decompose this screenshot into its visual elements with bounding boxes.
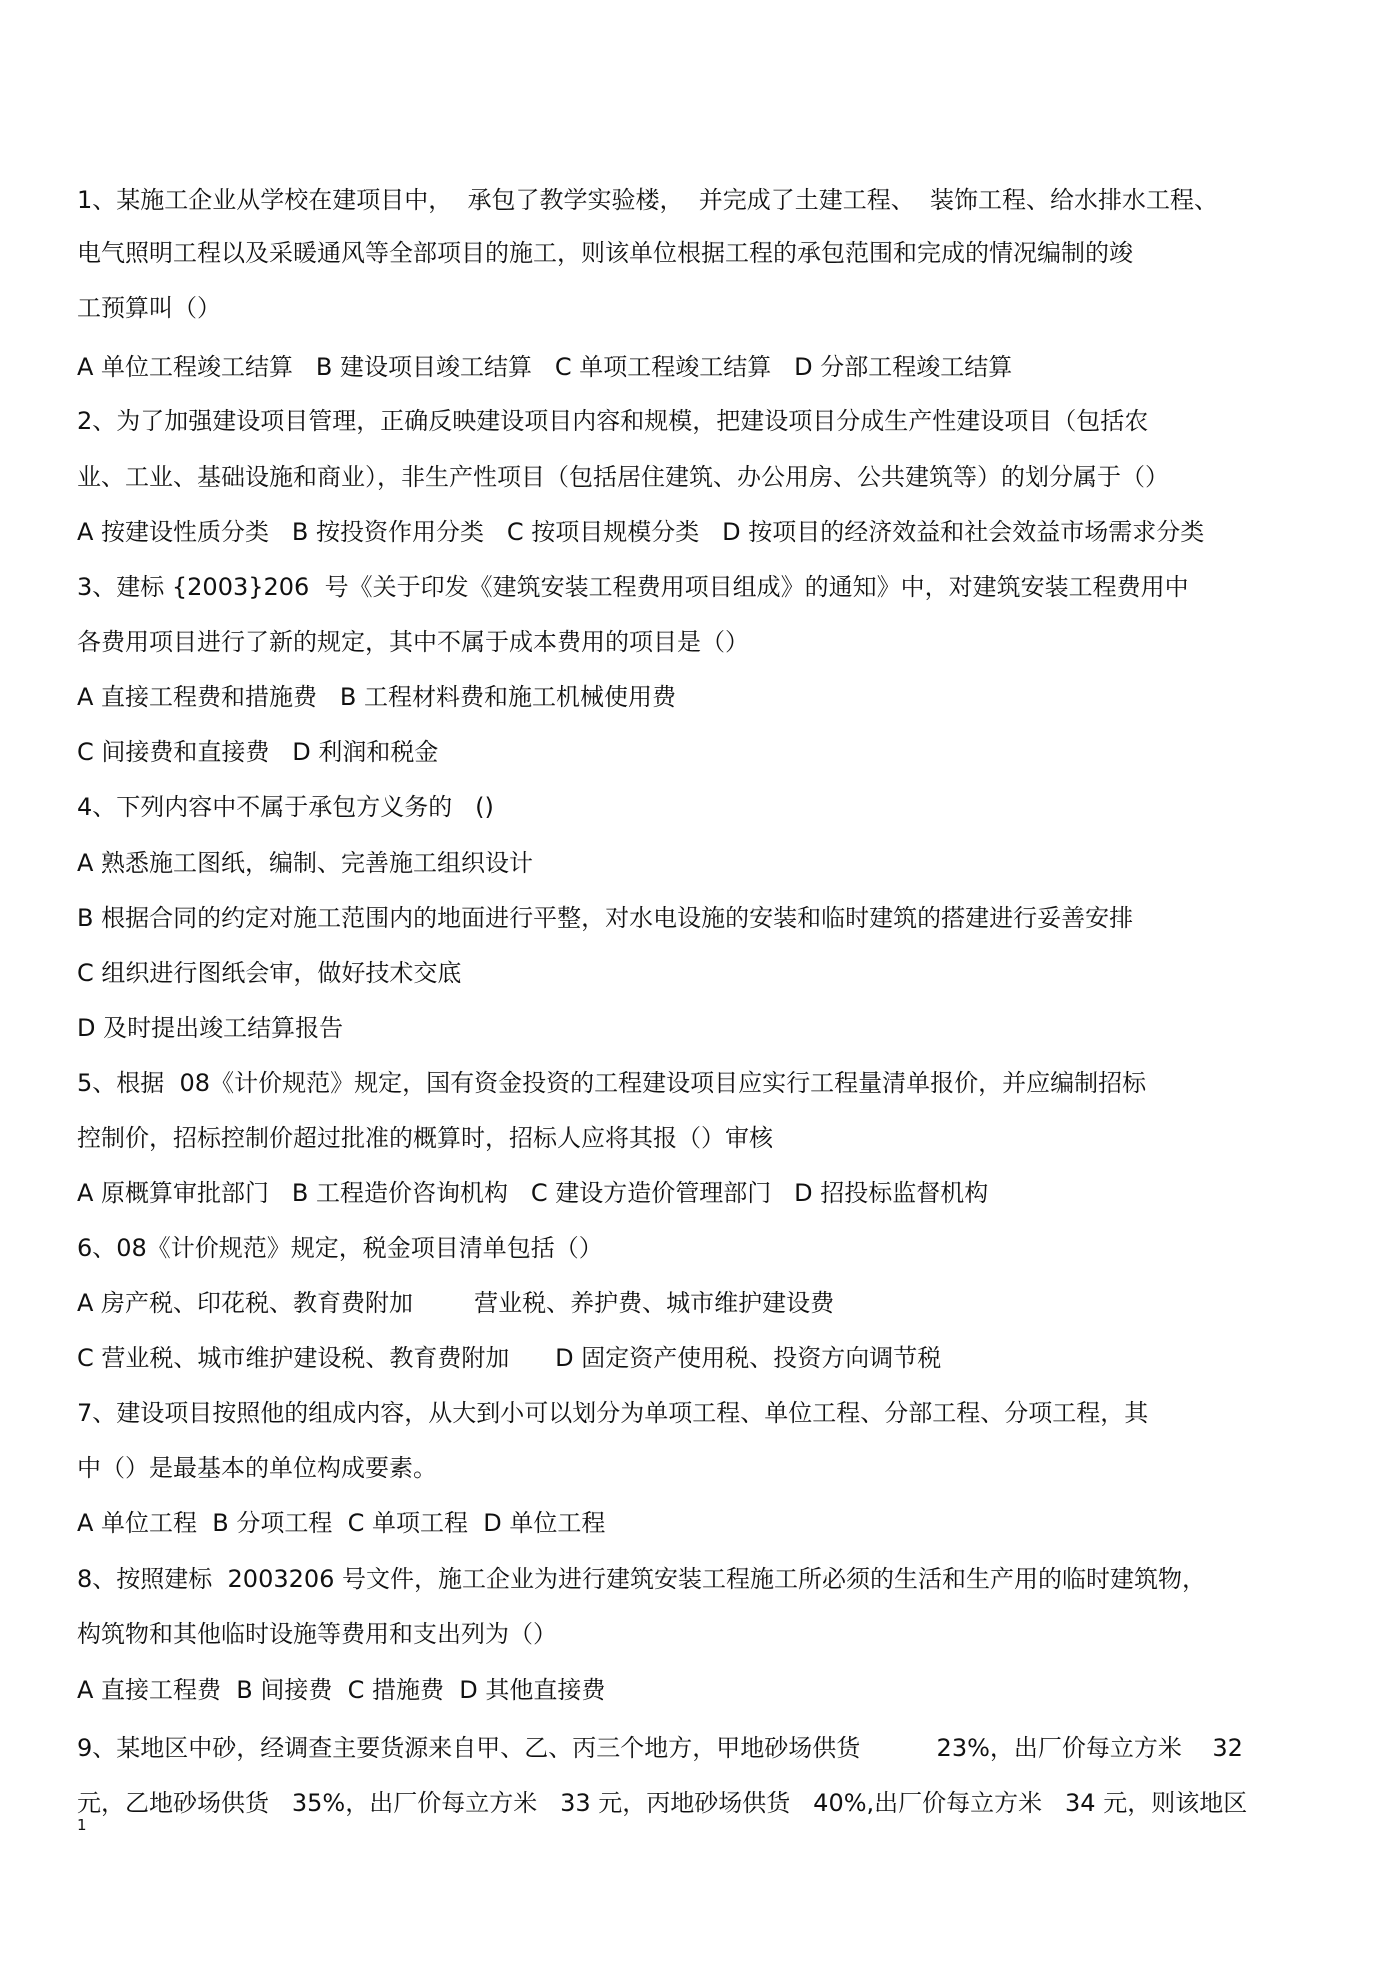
text-line: A 单位工程 B 分项工程 C 单项工程 D 单位工程 [77,1509,606,1537]
text-line: 3、建标 {2003}206 号《关于印发《建筑安装工程费用项目组成》的通知》中，对建筑安装工程费用中 [77,573,1189,601]
text-line: A 房产税、印花税、教育费附加 营业税、养护费、城市维护建设费 [77,1289,835,1317]
text-line: 6、08《计价规范》规定，税金项目清单包括（） [77,1234,603,1262]
text-line: 元，乙地砂场供货 35%，出厂价每立方米 33 元，丙地砂场供货 40%,出厂价每立方米 34 元，则该地区 [77,1789,1248,1817]
text-line: 2、为了加强建设项目管理，正确反映建设项目内容和规模，把建设项目分成生产性建设项目（包括农 [77,407,1149,435]
text-line: 各费用项目进行了新的规定，其中不属于成本费用的项目是（） [77,628,749,656]
text-line: A 直接工程费和措施费 B 工程材料费和施工机械使用费 [77,683,677,711]
text-line: 构筑物和其他临时设施等费用和支出列为（） [77,1620,557,1648]
text-line: 5、根据 08《计价规范》规定，国有资金投资的工程建设项目应实行工程量清单报价，并应编制招标 [77,1069,1147,1097]
text-line: A 原概算审批部门 B 工程造价咨询机构 C 建设方造价管理部门 D 招投标监督机构 [77,1179,989,1207]
text-line: C 营业税、城市维护建设税、教育费附加 D 固定资产使用税、投资方向调节税 [77,1344,942,1372]
text-line: 控制价，招标控制价超过批准的概算时，招标人应将其报（）审核 [77,1124,773,1152]
text-line: 4、下列内容中不属于承包方义务的 () [77,793,494,821]
text-line: B 根据合同的约定对施工范围内的地面进行平整，对水电设施的安装和临时建筑的搭建进行妥善安排 [77,904,1134,932]
text-line: A 直接工程费 B 间接费 C 措施费 D 其他直接费 [77,1676,606,1704]
text-line: D 及时提出竣工结算报告 [77,1014,344,1042]
text-line: 工预算叫（） [77,294,221,322]
text-line: C 组织进行图纸会审，做好技术交底 [77,959,462,987]
text-line: A 熟悉施工图纸，编制、完善施工组织设计 [77,849,534,877]
text-line: 中（）是最基本的单位构成要素。 [77,1454,437,1482]
page-number: 1 [77,1816,87,1834]
text-line: 1、某施工企业从学校在建项目中， 承包了教学实验楼， 并完成了土建工程、 装饰工程、给水排水工程、 [77,186,1219,214]
text-line: A 单位工程竣工结算 B 建设项目竣工结算 C 单项工程竣工结算 D 分部工程竣工结算 [77,353,1013,381]
text-line: C 间接费和直接费 D 利润和税金 [77,738,439,766]
text-line: A 按建设性质分类 B 按投资作用分类 C 按项目规模分类 D 按项目的经济效益和社会效益市场需求分类 [77,518,1205,546]
text-line: 业、工业、基础设施和商业），非生产性项目（包括居住建筑、办公用房、公共建筑等）的划分属于（） [77,463,1169,491]
text-line: 电气照明工程以及采暖通风等全部项目的施工，则该单位根据工程的承包范围和完成的情况编制的竣 [77,239,1133,267]
text-line: 9、某地区中砂，经调查主要货源来自甲、乙、丙三个地方，甲地砂场供货 23%，出厂价每立方米 32 [77,1734,1243,1762]
text-line: 7、建设项目按照他的组成内容，从大到小可以划分为单项工程、单位工程、分部工程、分项工程，其 [77,1399,1149,1427]
text-line: 8、按照建标 2003206 号文件，施工企业为进行建筑安装工程施工所必须的生活和生产用的临时建筑物， [77,1565,1207,1593]
